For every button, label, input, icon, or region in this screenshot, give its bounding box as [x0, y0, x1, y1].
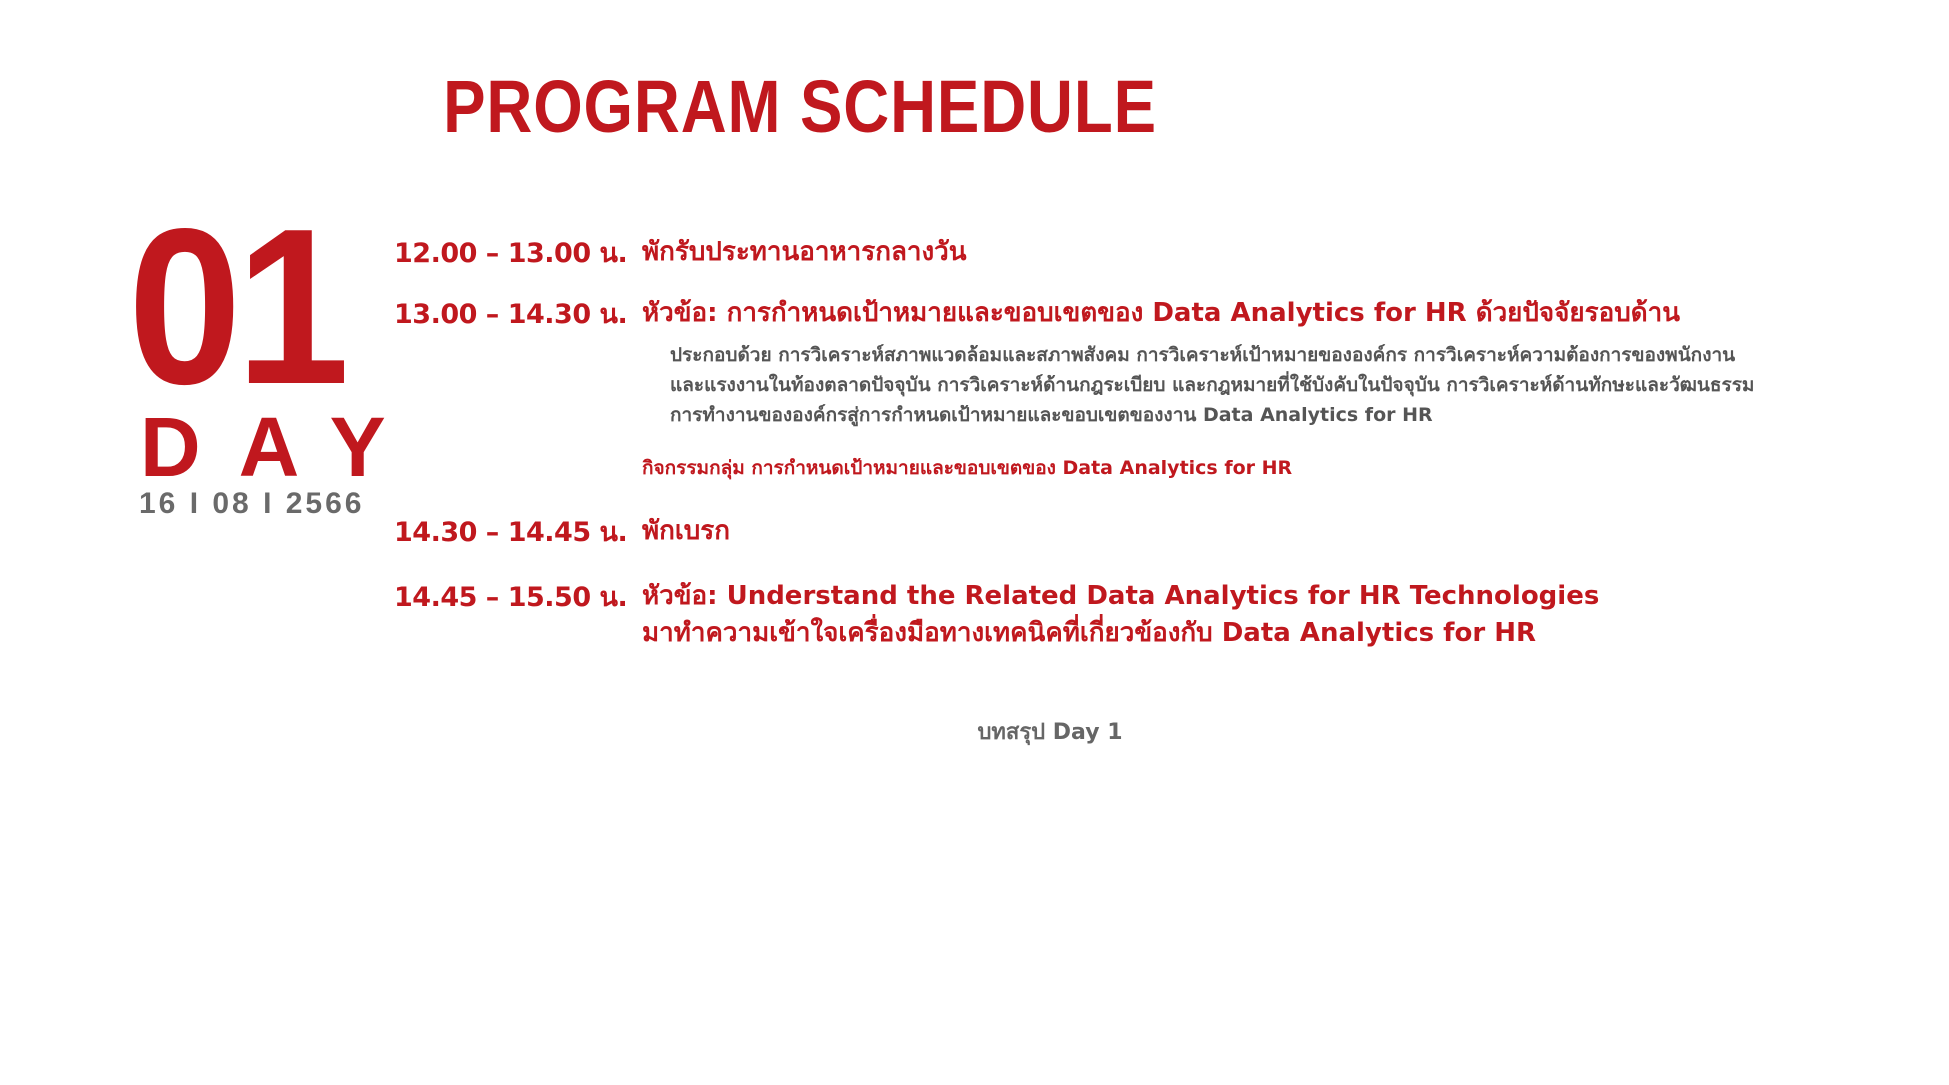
schedule-time: 14.30 – 14.45 น.	[394, 517, 628, 548]
schedule-time: 12.00 – 13.00 น.	[394, 238, 628, 269]
description-line: ประกอบด้วย การวิเคราะห์สภาพแวดล้อมและสภาพสังคม การวิเคราะห์เป้าหมายขององค์กร การวิเคราะห์ความต้องการของพนักงาน	[670, 344, 1736, 366]
schedule-time: 13.00 – 14.30 น.	[394, 299, 628, 330]
description-line: การทำงานขององค์กรสู่การกำหนดเป้าหมายและขอบเขตของงาน Data Analytics for HR	[670, 404, 1433, 426]
schedule-topic: หัวข้อ: Understand the Related Data Analytics for HR Technologies	[642, 581, 1600, 611]
page-title: PROGRAM SCHEDULE	[443, 65, 1157, 148]
day-summary: บทสรุป Day 1	[977, 720, 1123, 745]
schedule-activity: กิจกรรมกลุ่ม การกำหนดเป้าหมายและขอบเขตของ Data Analytics for HR	[642, 457, 1293, 479]
schedule-topic: หัวข้อ: การกำหนดเป้าหมายและขอบเขตของ Data Analytics for HR ด้วยปัจจัยรอบด้าน	[642, 298, 1680, 328]
schedule-topic: พักเบรก	[642, 516, 730, 546]
schedule-topic: มาทำความเข้าใจเครื่องมือทางเทคนิคที่เกี่ยวข้องกับ Data Analytics for HR	[642, 618, 1537, 648]
schedule-description	[670, 340, 1754, 430]
day-number: 01	[128, 183, 345, 431]
schedule-topic: พักรับประทานอาหารกลางวัน	[642, 237, 967, 267]
schedule-time: 14.45 – 15.50 น.	[394, 582, 628, 613]
day-label: DAY	[140, 400, 424, 494]
description-line: และแรงงานในท้องตลาดปัจจุบัน การวิเคราะห์ด้านกฎระเบียบ และกฎหมายที่ใช้บังคับในปัจจุบัน การวิเคราะห์ด้านทักษะและวัฒนธรรม	[670, 374, 1755, 396]
day-date: 16 I 08 I 2566	[139, 487, 365, 520]
